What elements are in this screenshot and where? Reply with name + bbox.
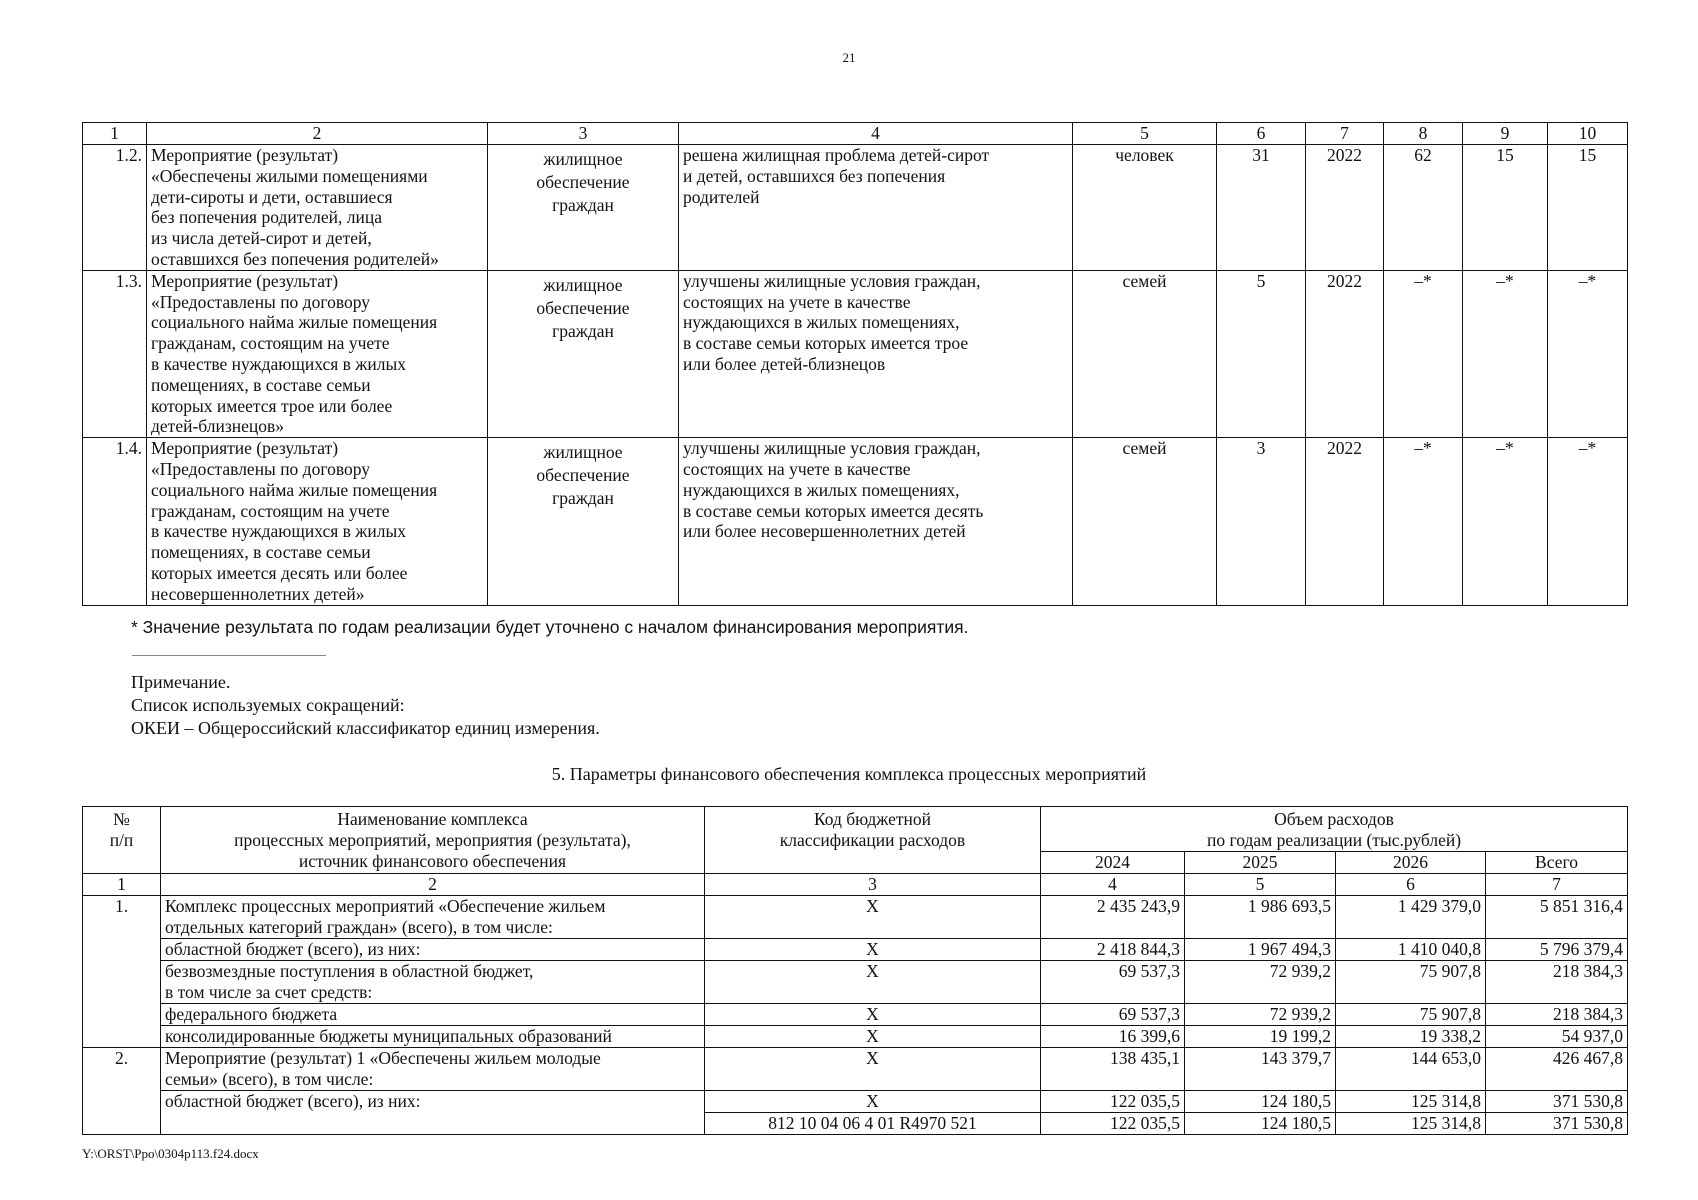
value-total: 371 530,8 xyxy=(1486,1113,1628,1135)
page-number: 21 xyxy=(842,50,856,65)
table-row xyxy=(83,438,1628,605)
value-2024: 2 435 243,9 xyxy=(1041,896,1185,939)
measure-name xyxy=(147,270,488,437)
text-line: Мероприятие (результат) xyxy=(151,438,339,459)
text-line: дети-сироты и дети, оставшиеся xyxy=(151,186,393,207)
column-number: 9 xyxy=(1463,123,1548,145)
text-line: обеспечение xyxy=(536,465,630,486)
file-path-footer: Y:\ORST\Ppo\0304p113.f24.docx xyxy=(82,1146,259,1161)
text-line: безвозмездные поступления в областной бюджет, xyxy=(165,961,534,981)
text-line: которых имеется трое или более xyxy=(151,395,393,416)
text-line: состоящих на учете в качестве xyxy=(683,458,911,479)
value-2025: 19 199,2 xyxy=(1185,1026,1336,1048)
value-2025: 72 939,2 xyxy=(1185,1004,1336,1026)
text-line: социального найма жилые помещения xyxy=(151,479,438,500)
text-line: № xyxy=(113,809,130,829)
text-line: в качестве нуждающихся в жилых xyxy=(151,521,406,542)
measure-name xyxy=(147,145,488,271)
value-total: 54 937,0 xyxy=(1486,1026,1628,1048)
header-year: 2024 xyxy=(1041,852,1185,874)
value-2025: 124 180,5 xyxy=(1185,1113,1336,1135)
budget-code: Х xyxy=(705,939,1041,961)
value-2026: 1 429 379,0 xyxy=(1336,896,1486,939)
notes xyxy=(131,671,600,740)
text-line: граждан xyxy=(552,320,614,341)
text-line: помещениях, в составе семьи xyxy=(151,374,371,395)
text-line: или более несовершеннолетних детей xyxy=(683,521,966,542)
footnote-separator xyxy=(132,655,326,656)
base-year: 2022 xyxy=(1306,270,1384,437)
text-line: в том числе за счет средств: xyxy=(165,982,373,1002)
value-total: 371 530,8 xyxy=(1486,1091,1628,1113)
measure-type xyxy=(488,438,679,605)
text-line: без попечения родителей, лица xyxy=(151,207,383,228)
value-2024: 62 xyxy=(1384,145,1463,271)
text-line: федерального бюджета xyxy=(165,1004,338,1024)
text-line: п/п xyxy=(109,830,134,850)
value-2024: 69 537,3 xyxy=(1041,1004,1185,1026)
unit: семей xyxy=(1073,438,1217,605)
measure-name xyxy=(147,438,488,605)
column-number: 6 xyxy=(1336,874,1486,896)
text-line: помещениях, в составе семьи xyxy=(151,542,371,563)
text-line: семьи» (всего), в том числе: xyxy=(165,1069,374,1089)
column-number: 4 xyxy=(1041,874,1185,896)
text-line: «Предоставлены по договору xyxy=(151,458,370,479)
section-title: 5. Параметры финансового обеспечения комплекса процессных мероприятий xyxy=(551,764,1147,784)
measure-type xyxy=(488,145,679,271)
row-number: 1.3. xyxy=(83,270,147,437)
text-line: Мероприятие (результат) xyxy=(151,270,339,291)
text-line: в составе семьи которых имеется десять xyxy=(683,500,984,521)
header-year: 2026 xyxy=(1336,852,1486,874)
row-number: 1.2. xyxy=(83,145,147,271)
measure-type xyxy=(488,270,679,437)
text-line: в составе семьи которых имеется трое xyxy=(683,333,969,354)
column-number: 4 xyxy=(679,123,1073,145)
value-2024: 122 035,5 xyxy=(1041,1091,1185,1113)
text-line: Комплекс процессных мероприятий «Обеспечение жильем xyxy=(165,896,606,916)
column-number: 5 xyxy=(1073,123,1217,145)
value-2024: 122 035,5 xyxy=(1041,1113,1185,1135)
value-2024: 69 537,3 xyxy=(1041,961,1185,1004)
source-name xyxy=(161,939,705,961)
table-row xyxy=(83,896,1628,939)
text-line: областной бюджет (всего), из них: xyxy=(165,1091,421,1111)
source-name xyxy=(161,896,705,939)
value-2026: 125 314,8 xyxy=(1336,1113,1486,1135)
header-name xyxy=(161,807,705,874)
budget-code: Х xyxy=(705,1004,1041,1026)
column-number: 10 xyxy=(1548,123,1628,145)
footnote: * Значение результата по годам реализации будет уточнено с началом финансирования мероприятия. xyxy=(131,617,969,637)
value-2024: –* xyxy=(1384,270,1463,437)
source-name xyxy=(161,1004,705,1026)
source-name xyxy=(161,1048,705,1091)
base-value: 3 xyxy=(1217,438,1306,605)
text-line: Мероприятие (результат) 1 «Обеспечены жильем молодые xyxy=(165,1048,601,1068)
value-2026: 19 338,2 xyxy=(1336,1026,1486,1048)
base-year: 2022 xyxy=(1306,438,1384,605)
measure-description xyxy=(679,270,1073,437)
column-number: 1 xyxy=(83,874,161,896)
column-numbers-row xyxy=(83,874,1628,896)
text-line: детей-близнецов» xyxy=(151,416,285,437)
column-number: 3 xyxy=(705,874,1041,896)
text-line: состоящих на учете в качестве xyxy=(683,291,911,312)
text-line: в качестве нуждающихся в жилых xyxy=(151,353,406,374)
text-line: обеспечение xyxy=(536,172,630,192)
table-header-row xyxy=(83,807,1628,852)
text-line: классификации расходов xyxy=(779,830,966,850)
value-2026: 1 410 040,8 xyxy=(1336,939,1486,961)
measure-description xyxy=(679,438,1073,605)
table-row xyxy=(83,145,1628,271)
base-year: 2022 xyxy=(1306,145,1384,271)
text-line: «Обеспечены жилыми помещениями xyxy=(151,165,428,186)
unit: семей xyxy=(1073,270,1217,437)
measure-description xyxy=(679,145,1073,271)
text-line: Код бюджетной xyxy=(813,809,932,829)
text-line: гражданам, состоящим на учете xyxy=(151,333,390,354)
value-total: 5 796 379,4 xyxy=(1486,939,1628,961)
value-total: 5 851 316,4 xyxy=(1486,896,1628,939)
value-total: 426 467,8 xyxy=(1486,1048,1628,1091)
value-2026: 15 xyxy=(1548,145,1628,271)
budget-code: Х xyxy=(705,1048,1041,1091)
budget-code: Х xyxy=(705,896,1041,939)
text-line: жилищное xyxy=(543,274,623,295)
text-line: областной бюджет (всего), из них: xyxy=(165,939,421,959)
text-line: нуждающихся в жилых помещениях, xyxy=(683,312,960,333)
row-number: 2. xyxy=(83,1048,161,1135)
text-line: решена жилищная проблема детей-сирот xyxy=(683,145,990,165)
row-number: 1.4. xyxy=(83,438,147,605)
text-line: оставшихся без попечения родителей» xyxy=(151,248,439,269)
budget-code: Х xyxy=(705,1026,1041,1048)
text-line: из числа детей-сирот и детей, xyxy=(151,228,372,249)
text-line: гражданам, состоящим на учете xyxy=(151,500,390,521)
abbreviation-okei: ОКЕИ – Общероссийский классификатор единиц измерения. xyxy=(131,718,600,738)
table-row xyxy=(83,1004,1628,1026)
text-line: жилищное xyxy=(543,442,623,463)
column-number: 5 xyxy=(1185,874,1336,896)
results-table xyxy=(82,122,1628,606)
source-name xyxy=(161,961,705,1004)
header-code xyxy=(705,807,1041,874)
value-total: 218 384,3 xyxy=(1486,1004,1628,1026)
text-line: источник финансового обеспечения xyxy=(298,851,567,871)
text-line: жилищное xyxy=(543,149,623,169)
value-2025: 143 379,7 xyxy=(1185,1048,1336,1091)
value-2025: –* xyxy=(1463,270,1548,437)
header-num xyxy=(83,807,161,874)
value-2024: 138 435,1 xyxy=(1041,1048,1185,1091)
text-line: которых имеется десять или более xyxy=(151,562,408,583)
value-2024: 2 418 844,3 xyxy=(1041,939,1185,961)
text-line: или более детей-близнецов xyxy=(683,353,886,374)
table-row xyxy=(83,1048,1628,1091)
value-2026: –* xyxy=(1548,438,1628,605)
value-2026: 144 653,0 xyxy=(1336,1048,1486,1091)
column-number: 2 xyxy=(161,874,705,896)
text-line: улучшены жилищные условия граждан, xyxy=(683,270,981,291)
column-number: 6 xyxy=(1217,123,1306,145)
column-number: 1 xyxy=(83,123,147,145)
column-number: 8 xyxy=(1384,123,1463,145)
value-2026: 75 907,8 xyxy=(1336,961,1486,1004)
text-line: консолидированные бюджеты муниципальных образований xyxy=(165,1026,612,1046)
text-line: отдельных категорий граждан» (всего), в том числе: xyxy=(165,917,553,937)
text-line: родителей xyxy=(683,186,760,207)
text-line: нуждающихся в жилых помещениях, xyxy=(683,479,960,500)
value-2024: 16 399,6 xyxy=(1041,1026,1185,1048)
text-line: Наименование комплекса xyxy=(337,809,528,829)
text-line: Мероприятие (результат) xyxy=(151,145,339,165)
text-line: и детей, оставшихся без попечения xyxy=(683,165,946,186)
value-2025: –* xyxy=(1463,438,1548,605)
source-name xyxy=(161,1091,705,1135)
table-header-row xyxy=(83,123,1628,145)
value-2025: 72 939,2 xyxy=(1185,961,1336,1004)
table-row xyxy=(83,939,1628,961)
text-line: улучшены жилищные условия граждан, xyxy=(683,438,981,459)
notes-label: Примечание. xyxy=(131,672,231,692)
base-value: 31 xyxy=(1217,145,1306,271)
text-line: граждан xyxy=(552,488,614,509)
budget-code: 812 10 04 06 4 01 R4970 521 xyxy=(705,1113,1041,1135)
value-2025: 124 180,5 xyxy=(1185,1091,1336,1113)
text-line: социального найма жилые помещения xyxy=(151,312,438,333)
value-2026: –* xyxy=(1548,270,1628,437)
unit: человек xyxy=(1073,145,1217,271)
table-row xyxy=(83,961,1628,1004)
value-2025: 15 xyxy=(1463,145,1548,271)
value-2025: 1 967 494,3 xyxy=(1185,939,1336,961)
header-year: 2025 xyxy=(1185,852,1336,874)
value-2025: 1 986 693,5 xyxy=(1185,896,1336,939)
table-row xyxy=(83,1026,1628,1048)
value-2024: –* xyxy=(1384,438,1463,605)
value-total: 218 384,3 xyxy=(1486,961,1628,1004)
text-line: несовершеннолетних детей» xyxy=(151,583,365,604)
source-name xyxy=(161,1026,705,1048)
text-line: по годам реализации (тыс.рублей) xyxy=(1206,830,1462,850)
value-2026: 125 314,8 xyxy=(1336,1091,1486,1113)
budget-code: Х xyxy=(705,961,1041,1004)
budget-code: Х xyxy=(705,1091,1041,1113)
text-line: граждан xyxy=(552,195,614,215)
column-number: 7 xyxy=(1306,123,1384,145)
abbreviations-title: Список используемых сокращений: xyxy=(131,695,405,715)
base-value: 5 xyxy=(1217,270,1306,437)
column-number: 3 xyxy=(488,123,679,145)
text-line: обеспечение xyxy=(536,297,630,318)
column-number: 7 xyxy=(1486,874,1628,896)
table-row xyxy=(83,1091,1628,1113)
row-number: 1. xyxy=(83,896,161,1048)
header-volume xyxy=(1041,807,1628,852)
financing-table xyxy=(82,806,1628,1135)
header-total: Всего xyxy=(1486,852,1628,874)
table-row xyxy=(83,270,1628,437)
column-number: 2 xyxy=(147,123,488,145)
text-line: процессных мероприятий, мероприятия (результата), xyxy=(234,830,631,850)
text-line: «Предоставлены по договору xyxy=(151,291,370,312)
value-2026: 75 907,8 xyxy=(1336,1004,1486,1026)
text-line: Объем расходов xyxy=(1274,809,1394,829)
